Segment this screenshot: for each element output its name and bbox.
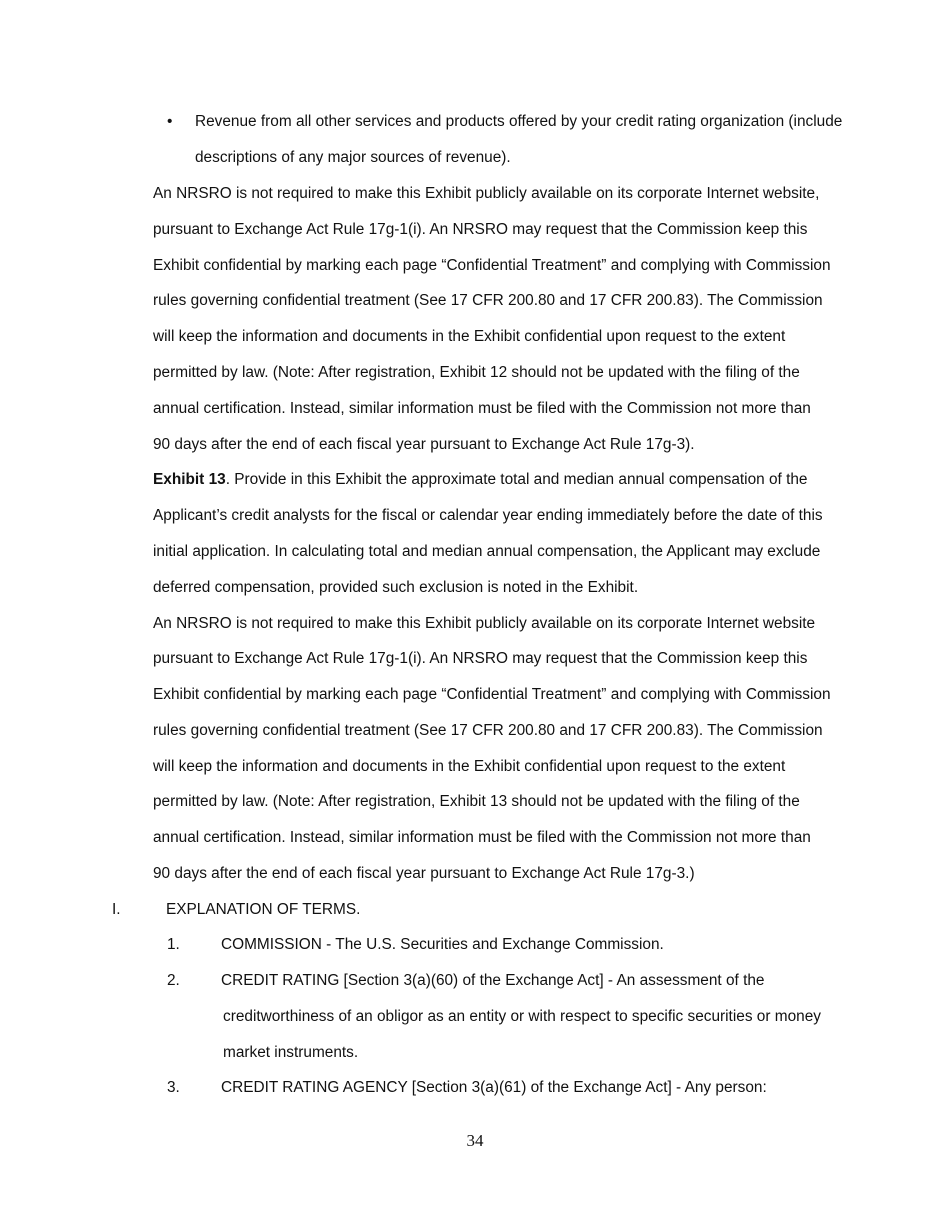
paragraph-line: An NRSRO is not required to make this Exhibit publicly available on its corporate Internet website, bbox=[153, 185, 820, 202]
bullet-symbol: • bbox=[167, 113, 173, 130]
paragraph-line: initial application. In calculating total and median annual compensation, the Applicant may exclude bbox=[153, 543, 821, 560]
paragraph-line: Exhibit confidential by marking each page “Confidential Treatment” and complying with Commission bbox=[153, 257, 831, 274]
term-line: CREDIT RATING AGENCY [Section 3(a)(61) of the Exchange Act] - Any person: bbox=[221, 1079, 767, 1096]
term-line: market instruments. bbox=[223, 1044, 359, 1061]
paragraph-line: will keep the information and documents in the Exhibit confidential upon request to the extent bbox=[153, 328, 786, 345]
paragraph-line: permitted by law. (Note: After registration, Exhibit 12 should not be updated with the filing of the bbox=[153, 364, 800, 381]
paragraph-line: deferred compensation, provided such exclusion is noted in the Exhibit. bbox=[153, 579, 639, 596]
paragraph-line: Applicant’s credit analysts for the fiscal or calendar year ending immediately before the date of this bbox=[153, 507, 823, 524]
section-number: I. bbox=[112, 901, 121, 918]
paragraph-line: annual certification. Instead, similar information must be filed with the Commission not more than bbox=[153, 829, 811, 846]
paragraph-line: will keep the information and documents in the Exhibit confidential upon request to the extent bbox=[153, 758, 786, 775]
bullet-text-line: Revenue from all other services and products offered by your credit rating organization (include bbox=[195, 113, 843, 130]
term-number: 3. bbox=[167, 1079, 180, 1096]
bullet-text-line: descriptions of any major sources of revenue). bbox=[195, 149, 511, 166]
paragraph-line: annual certification. Instead, similar information must be filed with the Commission not more than bbox=[153, 400, 811, 417]
paragraph-line: pursuant to Exchange Act Rule 17g-1(i). An NRSRO may request that the Commission keep this bbox=[153, 650, 808, 667]
paragraph-line bbox=[153, 470, 807, 490]
paragraph-line: An NRSRO is not required to make this Exhibit publicly available on its corporate Internet website bbox=[153, 615, 816, 632]
paragraph-line: Exhibit confidential by marking each page “Confidential Treatment” and complying with Commission bbox=[153, 686, 831, 703]
paragraph-line: permitted by law. (Note: After registration, Exhibit 13 should not be updated with the filing of the bbox=[153, 793, 800, 810]
term-line: creditworthiness of an obligor as an entity or with respect to specific securities or money bbox=[223, 1008, 821, 1025]
term-line: COMMISSION - The U.S. Securities and Exchange Commission. bbox=[221, 936, 664, 953]
page-number: 34 bbox=[466, 1131, 484, 1150]
paragraph-line: pursuant to Exchange Act Rule 17g-1(i). An NRSRO may request that the Commission keep this bbox=[153, 221, 808, 238]
term-number: 2. bbox=[167, 972, 180, 989]
exhibit13-label: Exhibit 13 bbox=[153, 471, 226, 488]
term-number: 1. bbox=[167, 936, 180, 953]
paragraph-line: rules governing confidential treatment (See 17 CFR 200.80 and 17 CFR 200.83). The Commission bbox=[153, 292, 823, 309]
section-title: EXPLANATION OF TERMS. bbox=[166, 901, 361, 918]
paragraph-line: rules governing confidential treatment (See 17 CFR 200.80 and 17 CFR 200.83). The Commission bbox=[153, 722, 823, 739]
term-line: CREDIT RATING [Section 3(a)(60) of the Exchange Act] - An assessment of the bbox=[221, 972, 765, 989]
exhibit13-first-line-text: . Provide in this Exhibit the approximate total and median annual compensation of the bbox=[225, 471, 808, 488]
paragraph-line: 90 days after the end of each fiscal year pursuant to Exchange Act Rule 17g-3). bbox=[153, 436, 695, 453]
paragraph-line: 90 days after the end of each fiscal year pursuant to Exchange Act Rule 17g-3.) bbox=[153, 865, 695, 882]
